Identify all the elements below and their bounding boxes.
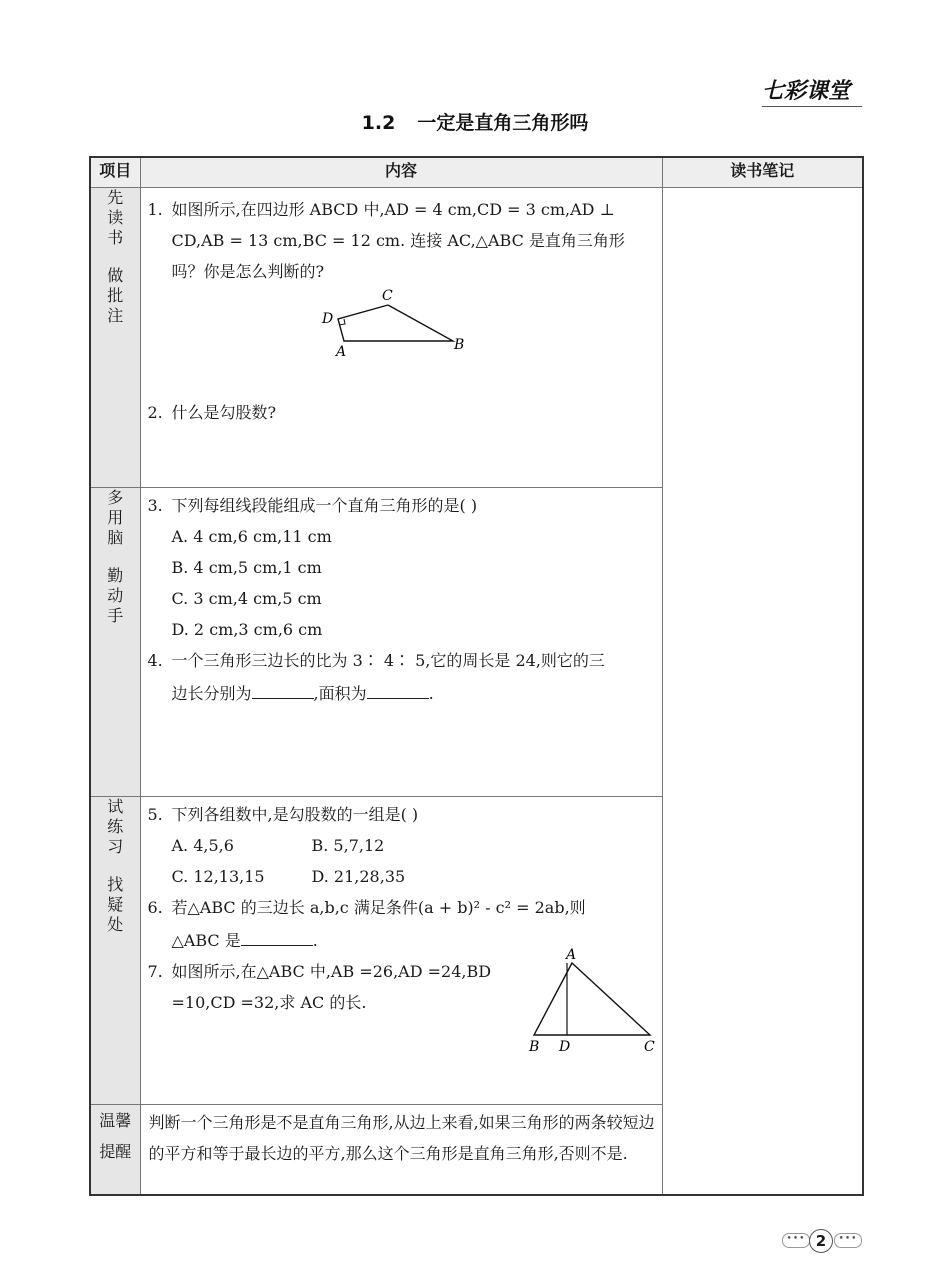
section-label-text: 试练习 找疑处 xyxy=(107,797,124,934)
tip-text: 判断一个三角形是不是直角三角形,从边上来看,如果三角形的两条较短边的平方和等于最长边的平方,那么这个三角形是直角三角形,否则不是. xyxy=(148,1113,655,1163)
question-1: 1. 如图所示,在四边形 ABCD 中,AD = 4 cm,CD = 3 cm,AD ⊥ xyxy=(147,200,615,219)
section-number: 1.2 xyxy=(361,112,396,134)
question-6: 6. 若△ABC 的三边长 a,b,c 满足条件(a + b)² - c² = 2ab,则 xyxy=(147,898,586,917)
quadrilateral-figure xyxy=(316,287,516,359)
study-table xyxy=(89,156,864,1196)
page-number-text: 2 xyxy=(809,1229,833,1253)
section-label xyxy=(90,797,140,1105)
option-a: A. 4 cm,6 cm,11 cm xyxy=(171,527,332,546)
answer-blank-sides[interactable] xyxy=(252,676,314,699)
option-c: C. 3 cm,4 cm,5 cm xyxy=(171,589,322,608)
option-c: C. 12,13,15 xyxy=(171,867,265,886)
section-title: 一定是直角三角形吗 xyxy=(417,112,589,134)
label-D: D xyxy=(558,1039,570,1055)
label-C: C xyxy=(643,1039,655,1055)
option-b: B. 5,7,12 xyxy=(311,836,385,855)
section-content: 3. 下列每组线段能组成一个直角三角形的是( ) A. 4 cm,6 cm,11 cm B. 4 cm,5 cm,1 cm C. 3 cm,4 cm,5 cm D. 2 cm,3 cm,6 cm 4. 一个三角形三边长的比为 3∶ 4∶ 5,它的周长是 24,则它的三 边长分别为 ,面积为 . xyxy=(140,488,662,797)
label-A: A xyxy=(335,344,346,359)
section-label: 温馨 提醒 xyxy=(90,1105,140,1195)
header-content: 内容 xyxy=(140,157,662,188)
label-B: B xyxy=(528,1039,539,1055)
notes-column[interactable] xyxy=(662,188,863,1195)
option-d: D. 2 cm,3 cm,6 cm xyxy=(171,620,323,639)
section-label xyxy=(90,488,140,797)
table-header-row xyxy=(90,157,863,188)
section-label xyxy=(90,188,140,488)
label-A: A xyxy=(565,947,576,963)
section-content: 5. 下列各组数中,是勾股数的一组是( ) A. 4,5,6 B. 5,7,12 C. 12,13,15 D. 21,28,35 6. 若△ABC 的三边长 a,b,c 满足条件(a + b)² - c² = 2ab,则 △ABC 是 . 7. 如图所示,在△ABC 中,AB =26,AD =24,BD =10,CD =32,求 AC 的长. A B D C xyxy=(140,797,662,1105)
section-label-text: 多用脑 勤动手 xyxy=(107,488,124,625)
triangle-figure xyxy=(526,947,666,1057)
table-row xyxy=(90,188,863,488)
section-content: 1. 如图所示,在四边形 ABCD 中,AD = 4 cm,CD = 3 cm,AD ⊥ CD,AB = 13 cm,BC = 12 cm. 连接 AC,△ABC 是直角三角形 吗？你是怎么判断的? C D A B 2. 什么是勾股数? xyxy=(140,188,662,488)
question-3: 3. 下列每组线段能组成一个直角三角形的是( ) xyxy=(147,496,478,515)
answer-blank-area[interactable] xyxy=(367,676,429,699)
question-5: 5. 下列各组数中,是勾股数的一组是( ) xyxy=(147,805,419,824)
question-7: 7. 如图所示,在△ABC 中,AB =26,AD =24,BD xyxy=(147,962,492,981)
brand-logo xyxy=(762,74,862,112)
question-2: 2. 什么是勾股数? xyxy=(147,403,277,422)
page-deco-right: ••• xyxy=(834,1233,862,1248)
label-D: D xyxy=(321,311,333,327)
header-item: 项目 xyxy=(90,157,140,188)
label-C: C xyxy=(381,288,393,304)
page-deco-left: ••• xyxy=(782,1233,810,1248)
tip-content xyxy=(140,1105,662,1195)
option-d: D. 21,28,35 xyxy=(311,867,406,886)
header-notes: 读书笔记 xyxy=(662,157,863,188)
page-number xyxy=(782,1228,862,1256)
option-b: B. 4 cm,5 cm,1 cm xyxy=(171,558,322,577)
brand-underline xyxy=(762,106,862,107)
brand-logo-text: 七彩课堂 xyxy=(762,79,851,104)
option-a: A. 4,5,6 xyxy=(171,836,234,855)
section-label-text: 先读书 做批注 xyxy=(107,188,124,325)
question-4: 4. 一个三角形三边长的比为 3∶ 4∶ 5,它的周长是 24,则它的三 xyxy=(147,651,605,670)
answer-blank-triangle-type[interactable] xyxy=(241,923,313,946)
label-B: B xyxy=(453,337,464,353)
page-title xyxy=(0,108,950,135)
